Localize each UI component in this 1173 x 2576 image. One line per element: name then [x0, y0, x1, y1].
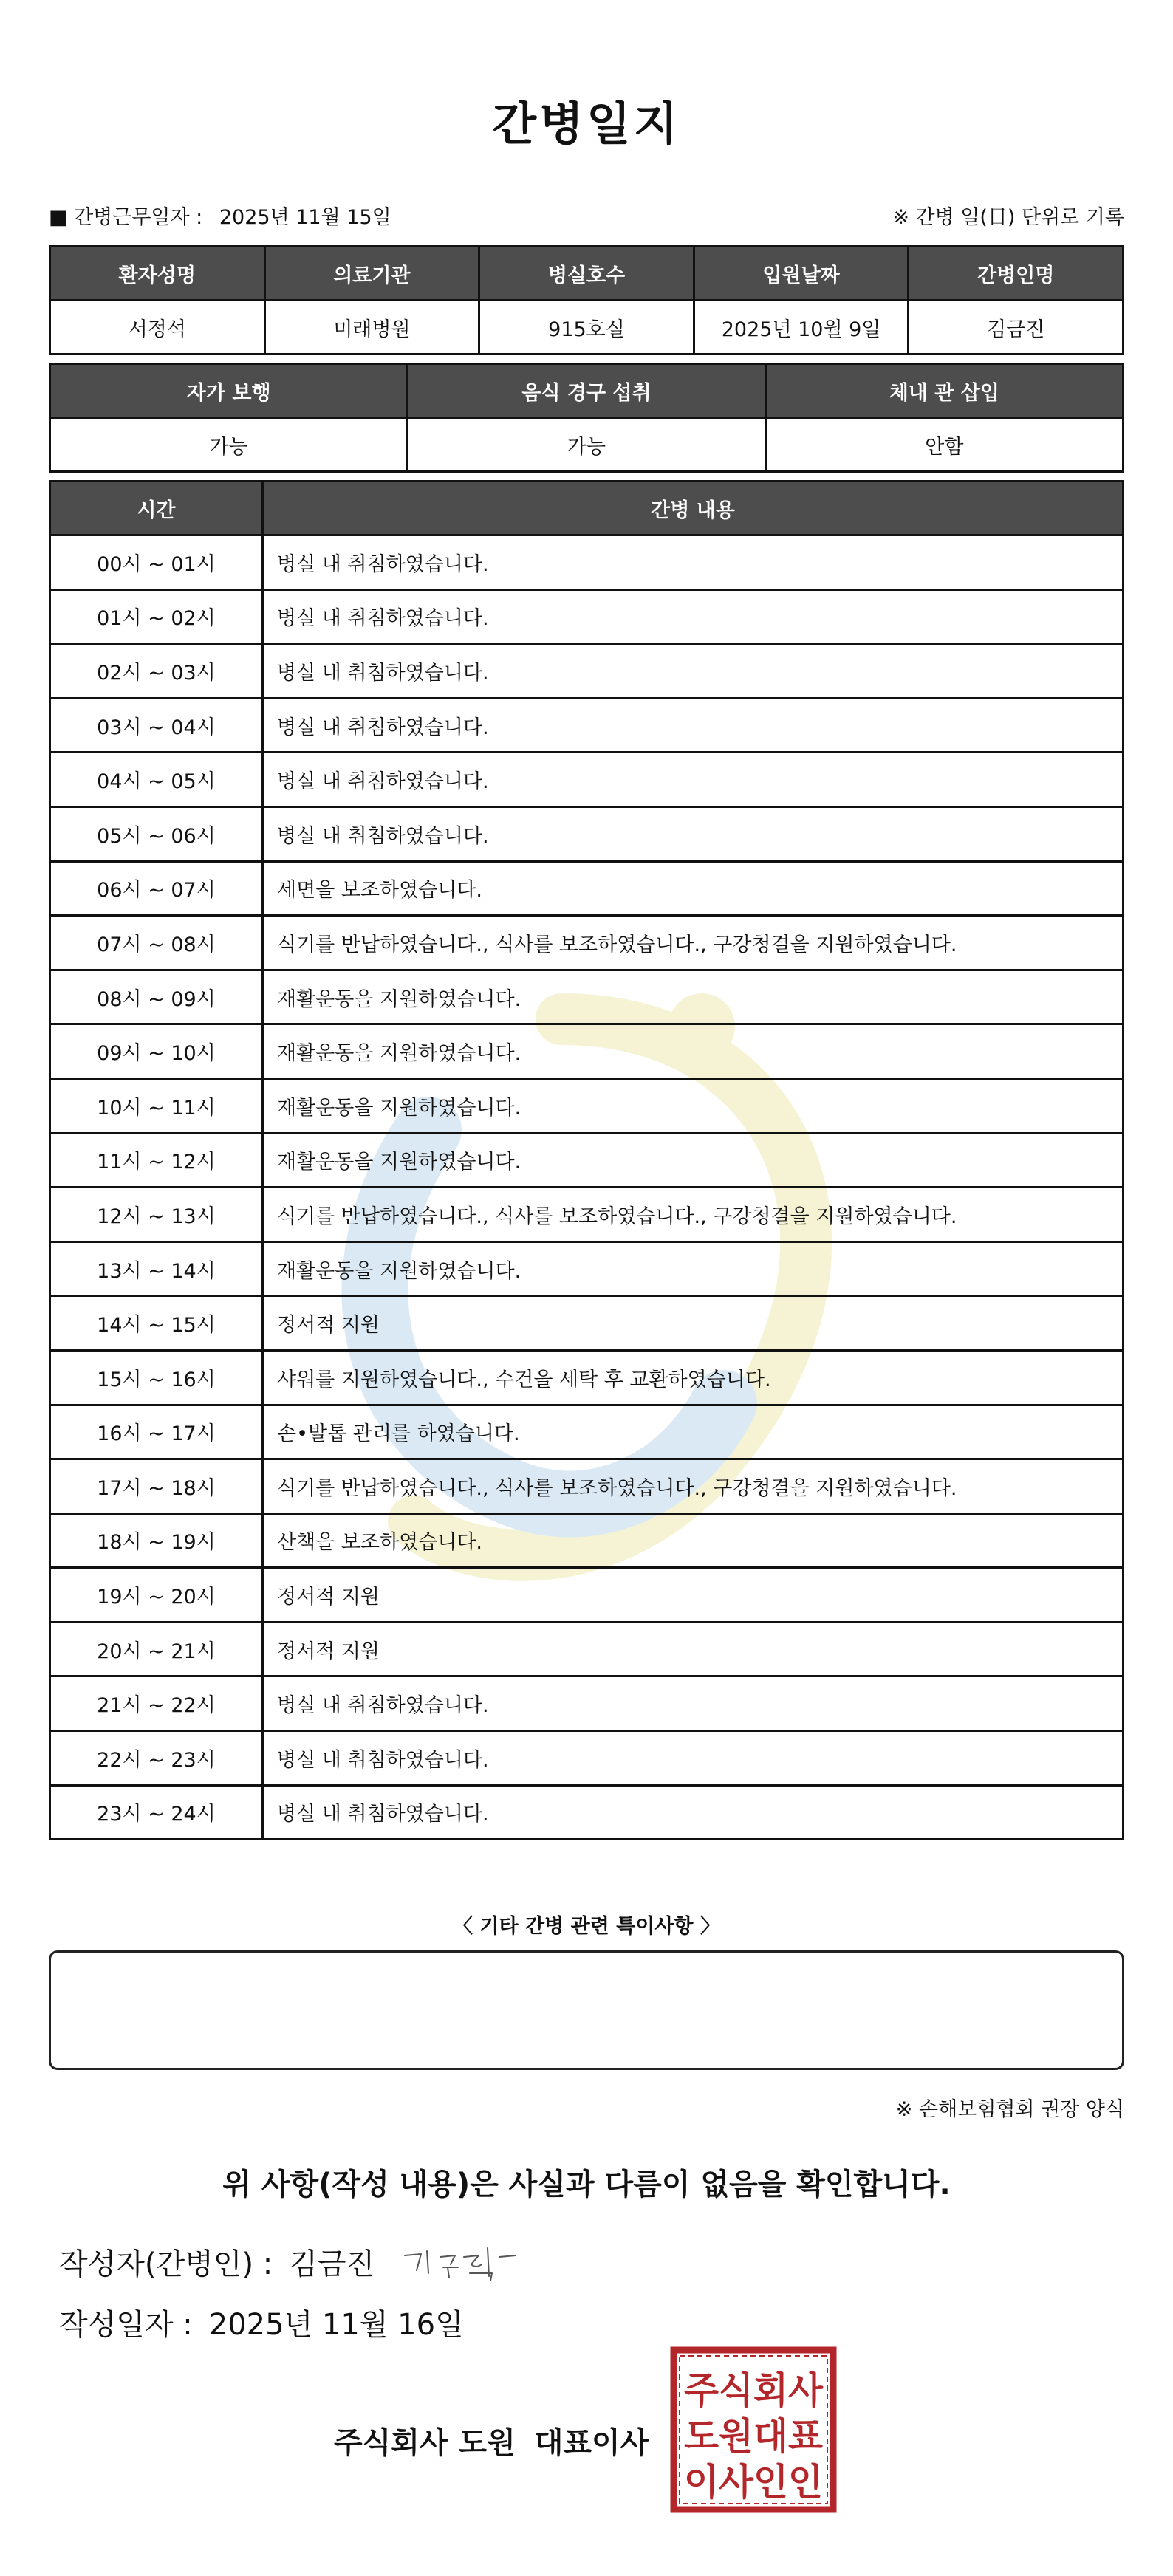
- content-cell: 병실 내 취침하였습니다.: [263, 753, 1124, 807]
- page-title: 간병일지: [492, 97, 681, 151]
- content-cell: 식기를 반납하였습니다., 식사를 보조하였습니다., 구강청결을 지원하였습니다.: [263, 1459, 1124, 1514]
- table-row: [50, 1676, 1124, 1731]
- table-row: [50, 1785, 1124, 1840]
- content-cell: 병실 내 취침하였습니다.: [263, 1676, 1124, 1731]
- seal-line-2: 도원대표: [684, 2415, 824, 2458]
- content-cell: 병실 내 취침하였습니다.: [263, 1731, 1124, 1786]
- time-cell: 07시 ~ 08시: [50, 916, 263, 970]
- content-cell: 세면을 보조하였습니다.: [263, 861, 1124, 916]
- patient-status-table: [49, 363, 1124, 473]
- time-cell: 09시 ~ 10시: [50, 1024, 263, 1079]
- written-date-line: [59, 2301, 464, 2343]
- time-cell: 14시 ~ 15시: [50, 1296, 263, 1351]
- patient-info-table: [49, 245, 1124, 355]
- table-row: [50, 589, 1124, 644]
- time-cell: 11시 ~ 12시: [50, 1133, 263, 1188]
- content-cell: 병실 내 취침하였습니다.: [263, 698, 1124, 753]
- time-cell: 13시 ~ 14시: [50, 1241, 263, 1296]
- table-row: [50, 698, 1124, 753]
- company-seal-stamp: [669, 2346, 838, 2514]
- table-row: [50, 644, 1124, 699]
- time-cell: 00시 ~ 01시: [50, 535, 263, 590]
- time-cell: 10시 ~ 11시: [50, 1078, 263, 1133]
- header-caregiver-name: 간병인명: [909, 247, 1124, 301]
- time-cell: 04시 ~ 05시: [50, 753, 263, 807]
- time-cell: 05시 ~ 06시: [50, 806, 263, 861]
- self-walking-value: 가능: [50, 418, 408, 472]
- content-cell: 식기를 반납하였습니다., 식사를 보조하였습니다., 구강청결을 지원하였습니다.: [263, 1188, 1124, 1242]
- patient-name: 서정석: [50, 301, 265, 354]
- table-row: [50, 1188, 1124, 1242]
- company-role: 대표이사: [534, 2426, 649, 2460]
- table-row: [50, 970, 1124, 1024]
- admission-date: 2025년 10월 9일: [694, 301, 909, 354]
- oral-intake-value: 가능: [408, 418, 765, 472]
- content-cell: 재활운동을 지원하였습니다.: [263, 970, 1124, 1024]
- company-line: [334, 2419, 649, 2462]
- table-row: [50, 1078, 1124, 1133]
- header-patient-name: 환자성명: [50, 247, 265, 301]
- content-cell: 재활운동을 지원하였습니다.: [263, 1241, 1124, 1296]
- header-time: 시간: [50, 482, 263, 535]
- time-cell: 17시 ~ 18시: [50, 1459, 263, 1514]
- seal-line-1: 주식회사: [684, 2369, 824, 2412]
- time-cell: 16시 ~ 17시: [50, 1405, 263, 1459]
- writer-label: 작성자(간병인) :: [59, 2247, 273, 2281]
- time-cell: 12시 ~ 13시: [50, 1188, 263, 1242]
- time-cell: 15시 ~ 16시: [50, 1350, 263, 1405]
- table-row: [50, 1731, 1124, 1786]
- content-cell: 재활운동을 지원하였습니다.: [263, 1078, 1124, 1133]
- time-cell: 23시 ~ 24시: [50, 1785, 263, 1840]
- time-cell: 18시 ~ 19시: [50, 1513, 263, 1568]
- content-cell: 손•발톱 관리를 하였습니다.: [263, 1405, 1124, 1459]
- header-care-content: 간병 내용: [263, 482, 1124, 535]
- table-row: [50, 753, 1124, 807]
- confirmation-statement: 위 사항(작성 내용)은 사실과 다름이 없음을 확인합니다.: [222, 2168, 951, 2202]
- time-cell: 03시 ~ 04시: [50, 698, 263, 753]
- written-date-label: 작성일자 :: [59, 2308, 193, 2342]
- hourly-care-log-table: [49, 480, 1124, 1840]
- tube-insertion-value: 안함: [765, 418, 1123, 472]
- table-row: [50, 1568, 1124, 1623]
- content-cell: 정서적 지원: [263, 1296, 1124, 1351]
- content-cell: 식기를 반납하였습니다., 식사를 보조하였습니다., 구강청결을 지원하였습니다.: [263, 916, 1124, 970]
- table-row: [50, 1024, 1124, 1079]
- other-notes-box: [49, 1950, 1124, 2070]
- room-number: 915호실: [479, 301, 694, 354]
- content-cell: 샤워를 지원하였습니다., 수건을 세탁 후 교환하였습니다.: [263, 1350, 1124, 1405]
- content-cell: 재활운동을 지원하였습니다.: [263, 1024, 1124, 1079]
- table-row: [50, 1622, 1124, 1676]
- other-notes-heading: 〈 기타 간병 관련 특이사항 〉: [453, 1915, 720, 1938]
- time-cell: 20시 ~ 21시: [50, 1622, 263, 1676]
- content-cell: 재활운동을 지원하였습니다.: [263, 1133, 1124, 1188]
- writer-line: [59, 2241, 375, 2283]
- work-date-line: [49, 201, 391, 230]
- content-cell: 병실 내 취침하였습니다.: [263, 644, 1124, 699]
- header-self-walking: 자가 보행: [50, 364, 408, 418]
- table-row: [50, 1133, 1124, 1188]
- content-cell: 병실 내 취침하였습니다.: [263, 589, 1124, 644]
- content-cell: 정서적 지원: [263, 1622, 1124, 1676]
- header-oral-intake: 음식 경구 섭취: [408, 364, 765, 418]
- content-cell: 병실 내 취침하였습니다.: [263, 806, 1124, 861]
- content-cell: 병실 내 취침하였습니다.: [263, 535, 1124, 590]
- table-row: [50, 1405, 1124, 1459]
- caregiver-name: 김금진: [909, 301, 1124, 354]
- standard-form-note: ※ 손해보험협회 권장 양식: [895, 2098, 1124, 2121]
- table-row: [50, 1513, 1124, 1568]
- writer-name: 김금진: [289, 2247, 375, 2281]
- header-hospital: 의료기관: [264, 247, 479, 301]
- header-room: 병실호수: [479, 247, 694, 301]
- record-unit-note: ※ 간병 일(日) 단위로 기록: [892, 206, 1124, 229]
- table-row: [50, 806, 1124, 861]
- work-date-label: ■ 간병근무일자 :: [49, 206, 203, 229]
- table-row: [50, 1459, 1124, 1514]
- header-tube-insertion: 체내 관 삽입: [765, 364, 1123, 418]
- time-cell: 08시 ~ 09시: [50, 970, 263, 1024]
- header-admission-date: 입원날짜: [694, 247, 909, 301]
- table-row: [50, 1350, 1124, 1405]
- seal-line-3: 이사인인: [684, 2461, 823, 2504]
- writer-signature: [399, 2235, 524, 2286]
- work-date-value: 2025년 11월 15일: [219, 206, 391, 229]
- time-cell: 22시 ~ 23시: [50, 1731, 263, 1786]
- content-cell: 병실 내 취침하였습니다.: [263, 1785, 1124, 1840]
- time-cell: 01시 ~ 02시: [50, 589, 263, 644]
- time-cell: 06시 ~ 07시: [50, 861, 263, 916]
- content-cell: 산책을 보조하였습니다.: [263, 1513, 1124, 1568]
- content-cell: 정서적 지원: [263, 1568, 1124, 1623]
- written-date-value: 2025년 11월 16일: [208, 2308, 464, 2342]
- hospital-name: 미래병원: [264, 301, 479, 354]
- company-name: 주식회사 도원: [334, 2426, 516, 2460]
- table-row: [50, 916, 1124, 970]
- table-row: [50, 1241, 1124, 1296]
- time-cell: 21시 ~ 22시: [50, 1676, 263, 1731]
- time-cell: 19시 ~ 20시: [50, 1568, 263, 1623]
- table-row: [50, 535, 1124, 590]
- table-row: [50, 1296, 1124, 1351]
- table-row: [50, 861, 1124, 916]
- time-cell: 02시 ~ 03시: [50, 644, 263, 699]
